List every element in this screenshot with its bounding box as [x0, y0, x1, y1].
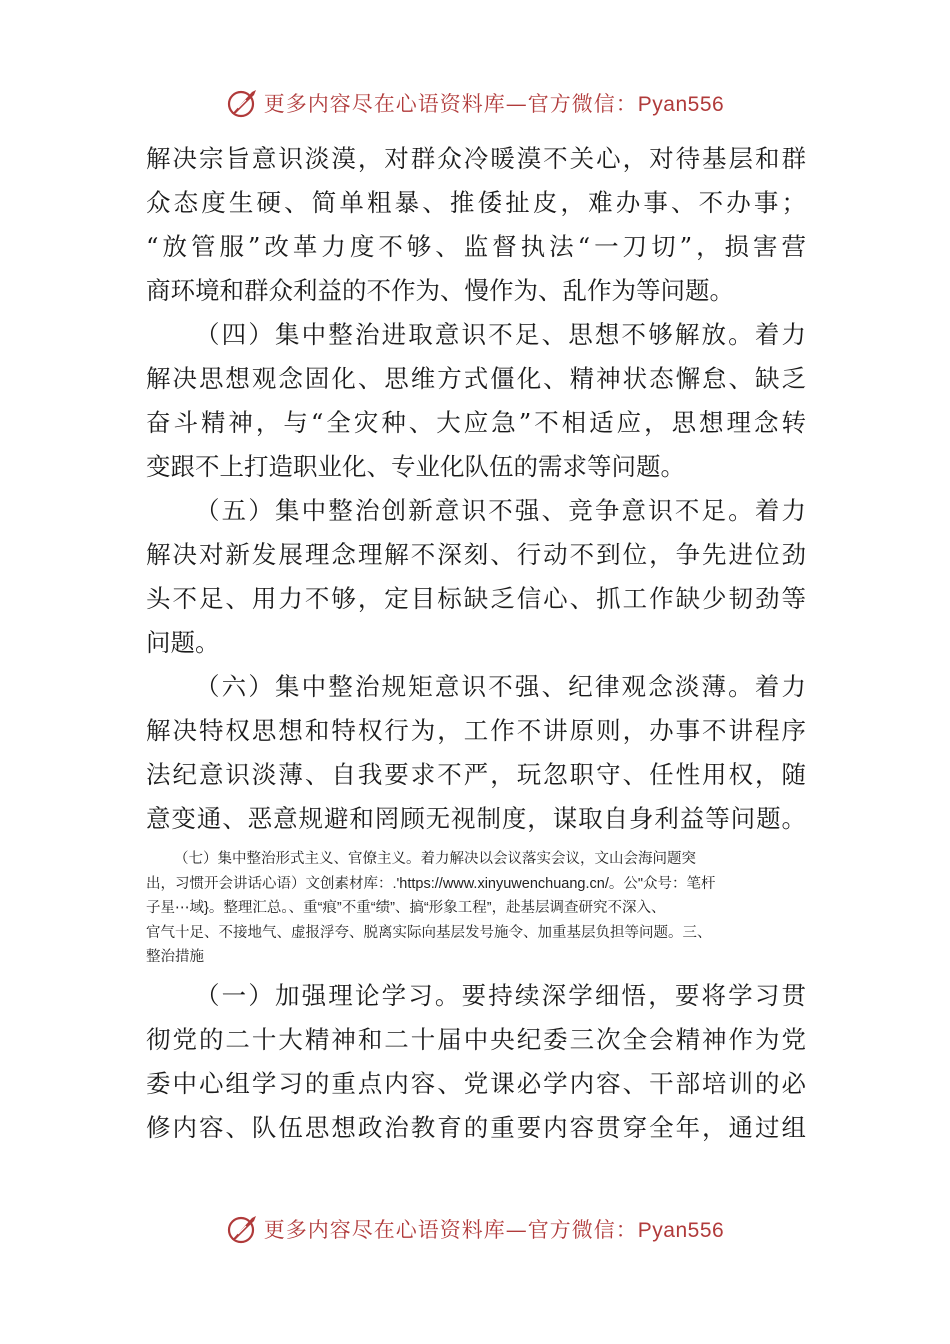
header-banner-text [264, 88, 724, 118]
text-line: （六）集中整治规矩意识不强、纪律观念淡薄。着力 [195, 672, 806, 701]
small-text-line: （七）集中整治形式主义、官僚主义。着力解决以会议落实会议，文山会海问题突 [174, 851, 696, 867]
text-line: “放管服”改革力度不够、监督执法“一刀切”，损害营 [146, 232, 806, 261]
footer-banner-id: Pyan556 [637, 1219, 725, 1242]
text-line: 委中心组学习的重点内容、党课必学内容、干部培训的必 [146, 1068, 806, 1098]
text-line: （一）加强理论学习。要持续深学细悟，要将学习贯 [195, 980, 806, 1010]
header-banner-label: 更多内容尽在心语资料库—官方微信： [263, 92, 638, 116]
text-line: 修内容、队伍思想政治教育的重要内容贯穿全年，通过组 [146, 1112, 806, 1142]
text-line: 解决对新发展理念理解不深刻、行动不到位，争先进位劲 [146, 540, 806, 569]
document-body [146, 137, 806, 1150]
text-line: （五）集中整治创新意识不强、竞争意识不足。着力 [195, 496, 806, 525]
paragraph-3 [146, 489, 806, 665]
text-line: 问题。 [146, 628, 220, 657]
quill-logo-icon [226, 86, 260, 120]
text-line: 法纪意识淡薄、自我要求不严，玩忽职守、任性用权，随 [146, 760, 806, 789]
footer-banner-label: 更多内容尽在心语资料库—官方微信： [263, 1218, 638, 1242]
text-line: 众态度生硬、简单粗暴、推倭扯皮，难办事、不办事； [146, 188, 806, 217]
text-line: 彻党的二十大精神和二十届中央纪委三次全会精神作为党 [146, 1024, 806, 1054]
paragraph-5 [146, 974, 806, 1150]
text-line: 解决思想观念固化、思维方式僵化、精神状态懈怠、缺乏 [146, 364, 806, 393]
quill-logo-icon [226, 1212, 260, 1246]
small-text-line: 整治措施 [146, 949, 204, 965]
small-text-line: 出，习惯开会讲话心语）文创素材库：.'https://www.xinyuwenchuang.cn/。公"众号：笔杆 [146, 875, 716, 892]
footer-banner-text [264, 1214, 724, 1244]
text-line: 奋斗精神，与“全灾种、大应急”不相适应，思想理念转 [146, 408, 806, 437]
text-line: 解决特权思想和特权行为，工作不讲原则，办事不讲程序 [146, 716, 806, 745]
header-banner-id: Pyan556 [637, 93, 725, 116]
small-text-line: 官气十足、不接地气、虚报浮夸、脱离实际向基层发号施令、加重基层负担等问题。三、 [146, 924, 712, 941]
text-line: 意变通、恶意规避和罔顾无视制度，谋取自身利益等问题。 [146, 804, 806, 833]
text-line: （四）集中整治进取意识不足、思想不够解放。着力 [195, 320, 806, 349]
footer-banner [0, 1206, 950, 1252]
text-line: 变跟不上打造职业化、专业化队伍的需求等问题。 [146, 452, 685, 481]
paragraph-4 [146, 665, 806, 841]
small-text-line: 子星⋯域}。整理汇总。、重“痕”不重“绩”、搞“形象工程”，赴基层调查研究不深入、 [146, 900, 666, 916]
paragraph-2 [146, 313, 806, 489]
paragraph-1 [146, 137, 806, 313]
header-banner [0, 80, 950, 126]
text-line: 解决宗旨意识淡漠，对群众冷暖漠不关心，对待基层和群 [146, 144, 806, 173]
text-line: 头不足、用力不够，定目标缺乏信心、抓工作缺少韧劲等 [146, 584, 806, 613]
text-line: 商环境和群众利益的不作为、慢作为、乱作为等问题。 [146, 276, 734, 305]
paragraph-small-note [146, 847, 806, 970]
